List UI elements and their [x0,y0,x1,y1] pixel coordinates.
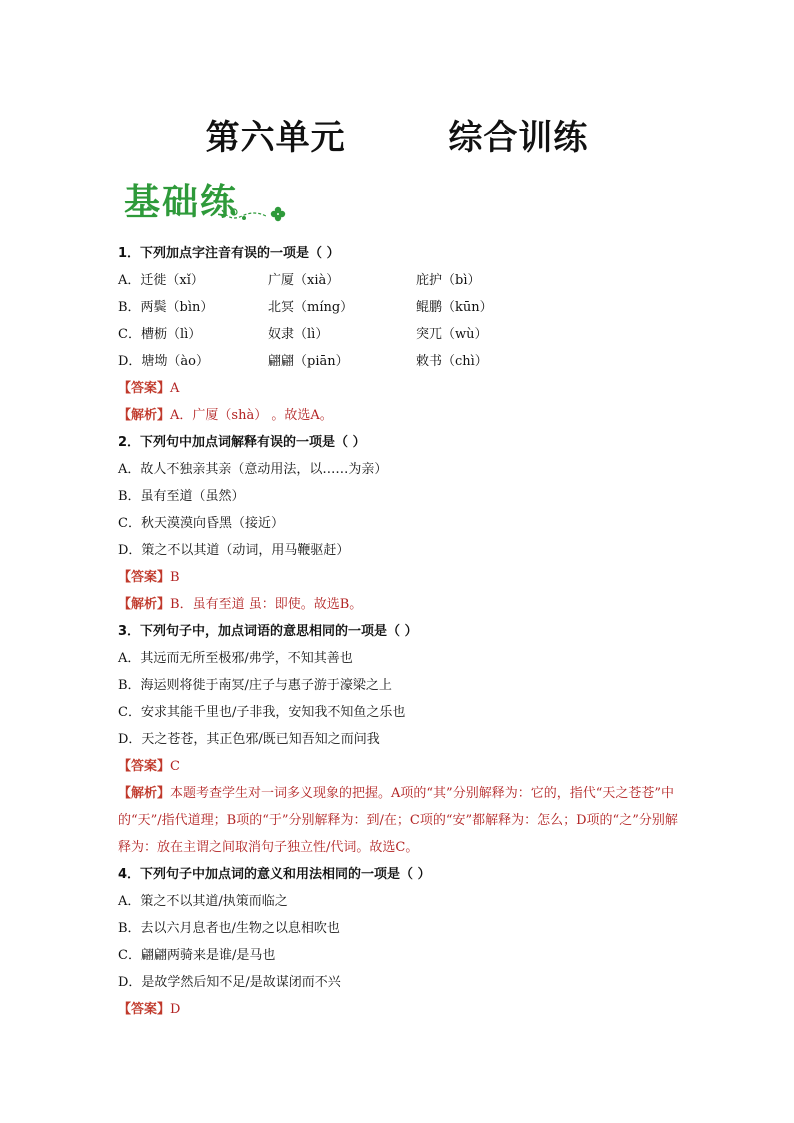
option-item: D．策之不以其道（动词，用马鞭驱赶） [118,543,350,558]
question-stem: 4．下列句子中加点词的意义和用法相同的一项是（ ） [118,867,431,882]
option-row [118,321,678,348]
answer-tag: 【答案】 [118,1002,171,1017]
answer-line [118,375,678,402]
option-row [118,942,678,969]
explanation-tag: 【解析】 [118,408,171,423]
section-badge [120,172,300,228]
option-item: 北冥（míng） [268,300,354,315]
option-item: 突兀（wù） [416,327,488,342]
option-row [118,915,678,942]
page-title: 第六单元 综合训练 [205,118,589,158]
option-item: A．其远而无所至极邪/弗学，不知其善也 [118,651,353,666]
explanation-text: 本题考查学生对一词多义现象的把握。A项的“其”分别解释为：它的，指代“天之苍苍”中的“天”/指代道理；B项的“于”分别解释为：到/在；C项的“安”都解释为：怎么；D项的“之”分别解释为：放在主谓之间取消句子独立性/代词。故选C。 [118,786,678,855]
option-item: 敕书（chì） [416,354,488,369]
answer-value: C [170,759,180,774]
explanation-tag: 【解析】 [118,786,171,801]
option-item: B．海运则将徙于南冥/庄子与惠子游于濠梁之上 [118,678,392,693]
clover-decoration-icon [220,202,290,226]
option-item: B．两鬓（bìn） [118,300,214,315]
explanation-text: A．广厦（shà） 。故选A。 [170,408,333,423]
answer-line [118,753,678,780]
option-row [118,267,678,294]
option-row [118,537,678,564]
answer-tag: 【答案】 [118,381,171,396]
option-item: C．秋天漠漠向昏黑（接近） [118,516,284,531]
answer-value: D [170,1002,181,1017]
option-item: B．去以六月息者也/生物之以息相吹也 [118,921,340,936]
answer-tag: 【答案】 [118,570,171,585]
explanation-text: B．虽有至道 虽：即使。故选B。 [170,597,363,612]
option-item: D．天之苍苍，其正色邪/既已知吾知之而问我 [118,732,380,747]
option-item: A．故人不独亲其亲（意动用法，以……为亲） [118,462,388,477]
option-item: 鲲鹏（kūn） [416,300,493,315]
option-row [118,348,678,375]
explanation-tag: 【解析】 [118,597,171,612]
answer-line [118,996,678,1023]
option-item: 奴隶（lì） [268,327,329,342]
option-row [118,699,678,726]
option-item: 庇护（bì） [416,273,481,288]
option-item: A．策之不以其道/执策而临之 [118,894,288,909]
option-item: 广厦（xià） [268,273,340,288]
question-list [118,240,678,1023]
option-row [118,726,678,753]
answer-tag: 【答案】 [118,759,171,774]
option-item: A．迁徙（xǐ） [118,273,204,288]
option-row [118,483,678,510]
question-stem: 3．下列句子中，加点词语的意思相同的一项是（ ） [118,624,418,639]
answer-value: A [170,381,180,396]
question-stem: 1．下列加点字注音有误的一项是（ ） [118,246,340,261]
option-row [118,456,678,483]
option-item: D．是故学然后知不足/是故谋闭而不兴 [118,975,341,990]
question-stem: 2．下列句中加点词解释有误的一项是（ ） [118,435,366,450]
explanation [118,402,678,429]
option-item: D．塘坳（ào） [118,354,210,369]
answer-value: B [170,570,180,585]
option-row [118,294,678,321]
option-item: C．槽枥（lì） [118,327,202,342]
option-row [118,888,678,915]
explanation [118,591,678,618]
option-row [118,672,678,699]
section-badge-label: 基础练 [124,182,239,223]
option-item: 翩翩（piān） [268,354,349,369]
option-item: C．安求其能千里也/子非我，安知我不知鱼之乐也 [118,705,406,720]
answer-line [118,564,678,591]
option-item: C．翩翩两骑来是谁/是马也 [118,948,276,963]
option-row [118,510,678,537]
explanation [118,780,678,861]
option-row [118,645,678,672]
option-row [118,969,678,996]
option-item: B．虽有至道（虽然） [118,489,245,504]
